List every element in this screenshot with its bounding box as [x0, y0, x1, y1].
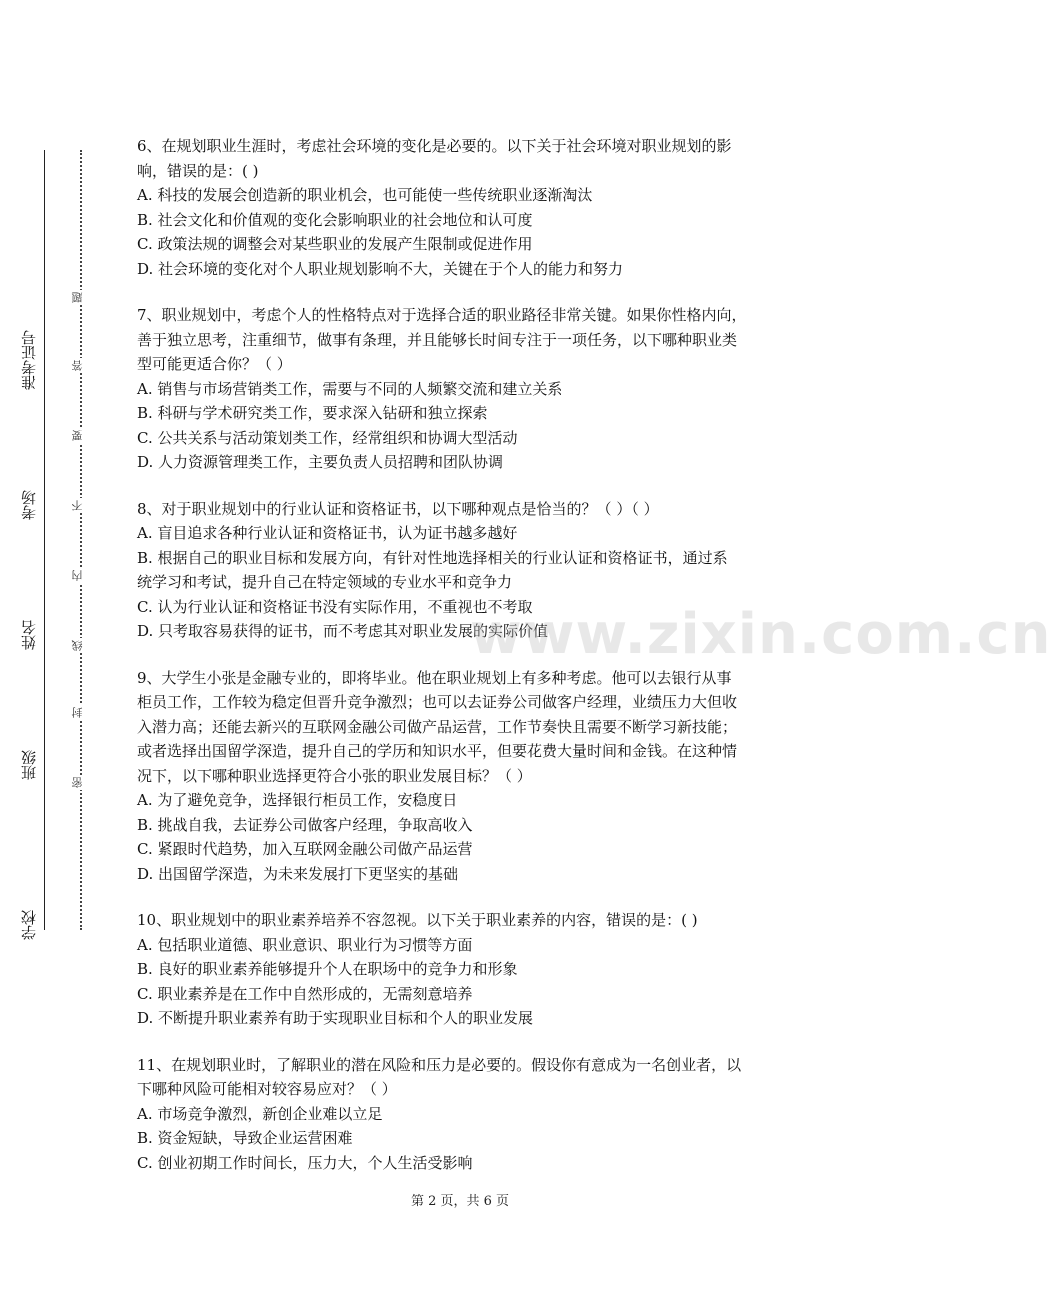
seal-char: 题	[71, 292, 84, 303]
question-stem-line: 或者选择出国留学深造，提升自己的学历和知识水平，但要花费大量时间和金钱。在这种情	[137, 742, 738, 760]
seal-char: 内	[71, 570, 84, 581]
option-c: C. 职业素养是在工作中自然形成的，无需刻意培养	[137, 984, 473, 1003]
question-10	[137, 908, 787, 1031]
seal-char: 不	[71, 500, 84, 511]
option-a: A. 为了避免竞争，选择银行柜员工作，安稳度日	[137, 791, 458, 809]
option-d: D. 社会环境的变化对个人职业规划影响不大，关键在于个人的能力和努力	[137, 259, 624, 278]
field-label-school: 学校	[20, 910, 38, 940]
question-stem-line: 10、职业规划中的职业素养培养不容忽视。以下关于职业素养的内容，错误的是：( )	[137, 911, 698, 929]
option-c: C. 公共关系与活动策划类工作，经常组织和协调大型活动	[137, 428, 518, 447]
option-a: A. 科技的发展会创造新的职业机会，也可能使一些传统职业逐渐淘汰	[137, 186, 593, 204]
seal-char: 要	[71, 430, 84, 441]
option-d: D. 人力资源管理类工作，主要负责人员招聘和团队协调	[137, 453, 504, 471]
field-label-class: 班级	[20, 750, 38, 780]
binding-margin	[14, 150, 84, 940]
question-list	[137, 134, 787, 1197]
question-8	[137, 497, 787, 644]
option-c: C. 认为行业认证和资格证书没有实际作用，不重视也不考取	[137, 597, 533, 616]
question-6	[137, 134, 787, 281]
option-c: C. 紧跟时代趋势，加入互联网金融公司做产品运营	[137, 840, 473, 858]
binding-solid-line	[44, 150, 45, 930]
option-b: B. 根据自己的职业目标和发展方向，有针对性地选择相关的行业认证和资格证书，通过系	[137, 548, 728, 567]
option-b-continued: 统学习和考试，提升自己在特定领域的专业水平和竞争力	[137, 573, 513, 591]
option-d: D. 出国留学深造，为未来发展打下更坚实的基础	[137, 864, 459, 883]
question-stem-line: 6、在规划职业生涯时，考虑社会环境的变化是必要的。以下关于社会环境对职业规划的影	[137, 137, 732, 155]
page-number-footer: 第 2 页，共 6 页	[410, 1194, 510, 1209]
question-stem-line: 7、职业规划中，考虑个人的性格特点对于选择合适的职业路径非常关键。如果你性格内向，	[137, 306, 747, 324]
question-stem-line: 况下，以下哪种职业选择更符合小张的职业发展目标？（ ）	[137, 766, 532, 785]
option-b: B. 资金短缺，导致企业运营困难	[137, 1129, 353, 1147]
question-11	[137, 1053, 787, 1176]
question-stem-line: 8、对于职业规划中的行业认证和资格证书，以下哪种观点是恰当的？（ ）（ ）	[137, 499, 659, 518]
seal-char: 答	[71, 360, 84, 371]
question-stem-line: 入潜力高；还能去新兴的互联网金融公司做产品运营，工作节奏快且需要不断学习新技能；	[137, 717, 738, 736]
option-c: C. 创业初期工作时间长，压力大，个人生活受影响	[137, 1153, 473, 1172]
question-stem-line: 响，错误的是：( )	[137, 161, 259, 180]
option-c: C. 政策法规的调整会对某些职业的发展产生限制或促进作用	[137, 235, 533, 253]
question-stem-line: 11、在规划职业时，了解职业的潜在风险和压力是必要的。假设你有意成为一名创业者，以	[137, 1055, 742, 1074]
question-stem-line: 下哪种风险可能相对较容易应对？（ ）	[137, 1080, 397, 1098]
option-d: D. 不断提升职业素养有助于实现职业目标和个人的职业发展	[137, 1009, 534, 1027]
option-a: A. 市场竞争激烈，新创企业难以立足	[137, 1104, 383, 1123]
option-b: B. 科研与学术研究类工作，要求深入钻研和独立探索	[137, 404, 488, 422]
question-stem-line: 型可能更适合你？（ ）	[137, 355, 292, 373]
option-a: A. 盲目追求各种行业认证和资格证书，认为证书越多越好	[137, 524, 518, 542]
option-d: D. 只考取容易获得的证书，而不考虑其对职业发展的实际价值	[137, 622, 549, 640]
binding-dotted-seal-line	[80, 150, 82, 930]
question-stem-line: 柜员工作，工作较为稳定但晋升竞争激烈；也可以去证券公司做客户经理，业绩压力大但收	[137, 693, 738, 711]
field-label-name: 姓名	[20, 620, 38, 650]
option-a: A. 销售与市场营销类工作，需要与不同的人频繁交流和建立关系	[137, 379, 563, 398]
seal-char: 封	[71, 707, 84, 718]
field-label-ticket-number: 准考证号	[20, 330, 38, 390]
watermark: www.zixin.com.cn	[470, 602, 1052, 667]
option-a: A. 包括职业道德、职业意识、职业行为习惯等方面	[137, 935, 473, 954]
option-b: B. 良好的职业素养能够提升个人在职场中的竞争力和形象	[137, 960, 518, 978]
seal-char: 线	[71, 640, 84, 651]
question-9	[137, 666, 787, 887]
question-stem-line: 9、大学生小张是金融专业的，即将毕业。他在职业规划上有多种考虑。他可以去银行从事	[137, 668, 732, 687]
option-b: B. 挑战自我，去证券公司做客户经理，争取高收入	[137, 815, 473, 834]
seal-char: 密	[71, 777, 84, 788]
field-label-exam-room: 考场	[20, 490, 38, 520]
question-stem-line: 善于独立思考，注重细节，做事有条理，并且能够长时间专注于一项任务，以下哪种职业类	[137, 330, 738, 349]
option-b: B. 社会文化和价值观的变化会影响职业的社会地位和认可度	[137, 210, 533, 229]
question-7	[137, 303, 787, 475]
